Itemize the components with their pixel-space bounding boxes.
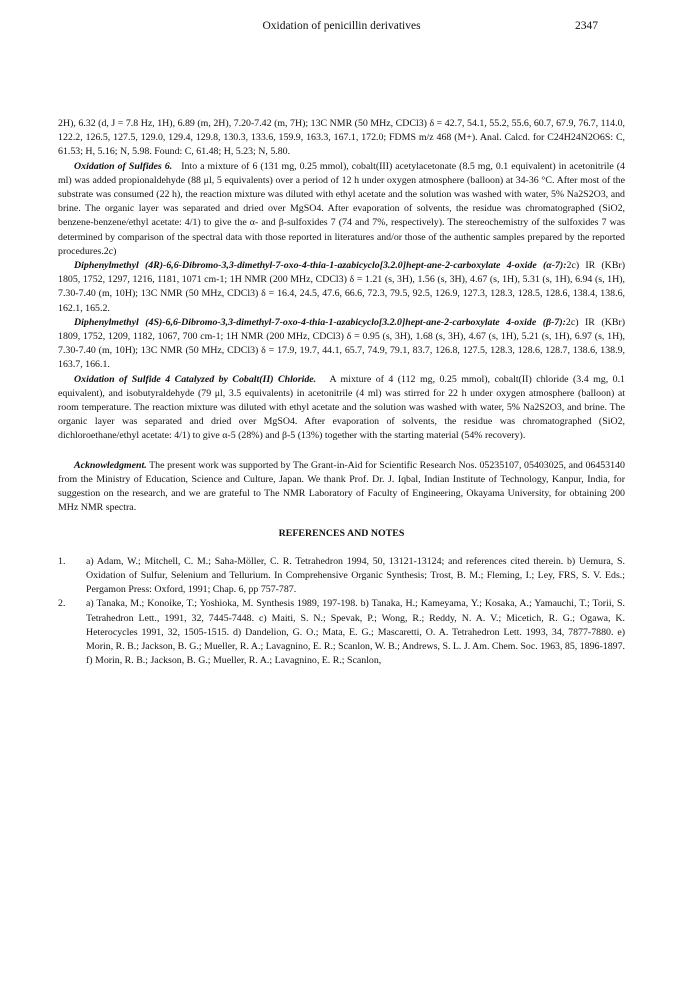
paragraph-compound-alpha [58,259,625,316]
section-heading-sulfides: Oxidation of Sulfides 6. [74,160,173,172]
reference-number: 2. [58,598,66,610]
reference-number: 1. [58,555,66,567]
reference-item [58,597,625,668]
compound-name-beta: Diphenylmethyl (4S)-6,6-Dibromo-3,3-dimethyl-7-oxo-4-thia-1-azabicyclo[3.2.0]hept-ane-2-carboxylate 4-oxide (β-7): [74,316,566,328]
page-number: 2347 [575,20,598,32]
reference-text: a) Adam, W.; Mitchell, C. M.; Saha-Möller, C. R. Tetrahedron 1994, 50, 13121-13124; and references cited therein. b) Uemura, S. Oxidation of Sulfur, Selenium and Tellurium. In Comprehensive Organic Synthesis; Trost, B. M.; Fleming, I.; Ley, FRS, S. V. Eds.; Pergamon Press: Oxford, 1991; Chap. 6, pp 757-787. [86,555,625,596]
acknowledgment-text: The present work was supported by The Grant-in-Aid for Scientific Research Nos. 05235107, 05403025, and 06453140 from the Ministry of Education, Science and Culture, Japan. We thank Prof. Dr. J. Iqbal, Indian Institute of Technology, Kanpur, India, for suggestion on the research, and we are grateful to The NMR Laboratory of Faculty of Engineering, Okayama University, for obtaining 200 MHz NMR spectra. [58,459,625,514]
paragraph-sulfide4-oxidation [58,373,625,444]
compound-data-beta: 2c) IR (KBr) 1809, 1752, 1209, 1182, 1067, 700 cm-1; 1H NMR (200 MHz, CDCl3) δ = 0.95 (s, 3H), 1.68 (s, 3H), 4.67 (s, 1H), 5.21 (s, 1H), 6.97 (s, 1H), 7.30-7.40 (m, 10H); 13C NMR (50 MHz, CDCl3) δ = 17.9, 19.7, 44.1, 65.7, 74.9, 79.1, 83.7, 126.8, 127.5, 128.3, 128.6, 128.7, 138.6, 138.9, 163.7, 166.1. [58,316,625,371]
section-heading-sulfide4: Oxidation of Sulfide 4 Catalyzed by Cobalt(II) Chloride. [74,373,317,385]
reference-text: a) Tanaka, M.; Konoike, T.; Yoshioka, M. Synthesis 1989, 197-198. b) Tanaka, H.; Kameyama, Y.; Kosaka, A.; Yamauchi, T.; Torii, S. Tetrahedron Lett., 1991, 32, 7445-7448. c) Maiti, S. N.; Spevak, P.; Wong, R.; Reddy, N. A. V.; Micetich, R. G.; Ogawa, K. Heterocycles 1991, 32, 1505-1515. d) Dandelion, G. O.; Mata, E. G.; Mascaretti, O. A. Tetrahedron Lett. 1993, 34, 7877-7880. e) Morin, R. B.; Jackson, B. G.; Mueller, R. A.; Lavagnino, E. R.; Scanlon, W. B.; Andrews, S. L. J. Am. Chem. Soc. 1963, 85, 1896-1897. f) Morin, R. B.; Jackson, B. G.; Mueller, R. A.; Lavagnino, E. R.; Scanlon, [86,598,625,667]
paragraph-acknowledgment [58,459,625,516]
compound-data-alpha: 2c) IR (KBr) 1805, 1752, 1297, 1216, 1181, 1071 cm-1; 1H NMR (200 MHz, CDCl3) δ = 1.21 (s, 3H), 1.56 (s, 3H), 4.67 (s, 1H), 5.31 (s, 1H), 6.94 (s, 1H), 7.30-7.40 (m, 10H); 13C NMR (50 MHz, CDCl3) δ = 16.4, 24.5, 47.6, 66.6, 72.3, 79.5, 92.5, 126.9, 127.3, 128.3, 128.5, 128.6, 138.4, 138.6, 162.1, 165.2. [58,260,625,314]
reference-item [58,555,625,598]
acknowledgment-label: Acknowledgment. [74,459,147,471]
compound-name-alpha: Diphenylmethyl (4R)-6,6-Dibromo-3,3-dimethyl-7-oxo-4-thia-1-azabicyclo[3.2.0]hept-ane-2-carboxylate 4-oxide (α-7): [74,260,567,272]
paragraph-compound-beta [58,316,625,373]
article-body [58,117,625,668]
section-text-sulfides: Into a mixture of 6 (131 mg, 0.25 mmol), cobalt(III) acetylacetonate (8.5 mg, 0.1 equivalent) in acetonitrile (4 ml) was added propionaldehyde (88 μl, 5 equivalents) over a period of 12 h under oxygen atmosphere (balloon) at 34-36 °C. After most of the substrate was consumed (22 h), the reaction mixture was diluted with ethyl acetate and the solution was washed with water, 5% Na2S2O3, and brine. The organic layer was separated and dried over MgSO4. After evaporation of solvents, the residue was chromatographed (SiO2, benzene-benzene/ethyl acetate: 4/1) to give the α- and β-sulfoxides 7 (74 and 7%, respectively). The stereochemistry of the sulfoxides 7 was determined by comparison of the spectral data with those reported in literatures and/or those of the authentic samples prepared by the reported procedures.2c) [58,160,625,257]
spacer [58,444,625,459]
paragraph-sulfides-oxidation [58,160,625,259]
running-header [0,20,683,40]
running-title: Oxidation of penicillin derivatives [262,20,421,32]
references-heading: REFERENCES AND NOTES [278,528,405,540]
section-text-sulfide4: A mixture of 4 (112 mg, 0.25 mmol), cobalt(II) chloride (3.4 mg, 0.1 equivalent), and isobutyraldehyde (79 μl, 3.5 equivalents) in acetonitrile (4 ml) was stirred for 22 h under oxygen atmosphere (balloon) at room temperature. The reaction mixture was diluted with ethyl acetate and the solution was washed with water, 5% Na2S2O3, and brine. The organic layer was separated and dried over MgSO4. After evaporation of solvents, the residue was chromatographed (SiO2, dichloroethane/ethyl acetate: 4/1) to give α-5 (28%) and β-5 (13%) together with the starting material (54% recovery). [58,373,625,442]
paragraph-continuation: 2H), 6.32 (d, J = 7.8 Hz, 1H), 6.89 (m, 2H), 7.20-7.42 (m, 7H); 13C NMR (50 MHz, CDCl3) δ = 42.7, 54.1, 55.2, 55.6, 60.7, 67.9, 76.7, 114.0, 122.2, 126.5, 127.5, 129.0, 129.4, 129.8, 130.3, 133.6, 159.9, 163.3, 167.1, 172.0; FDMS m/z 468 (M+). Anal. Calcd. for C24H24N2O6S: C, 61.53; H, 5.16; N, 5.98. Found: C, 61.48; H, 5.23; N, 5.80. [58,118,625,158]
